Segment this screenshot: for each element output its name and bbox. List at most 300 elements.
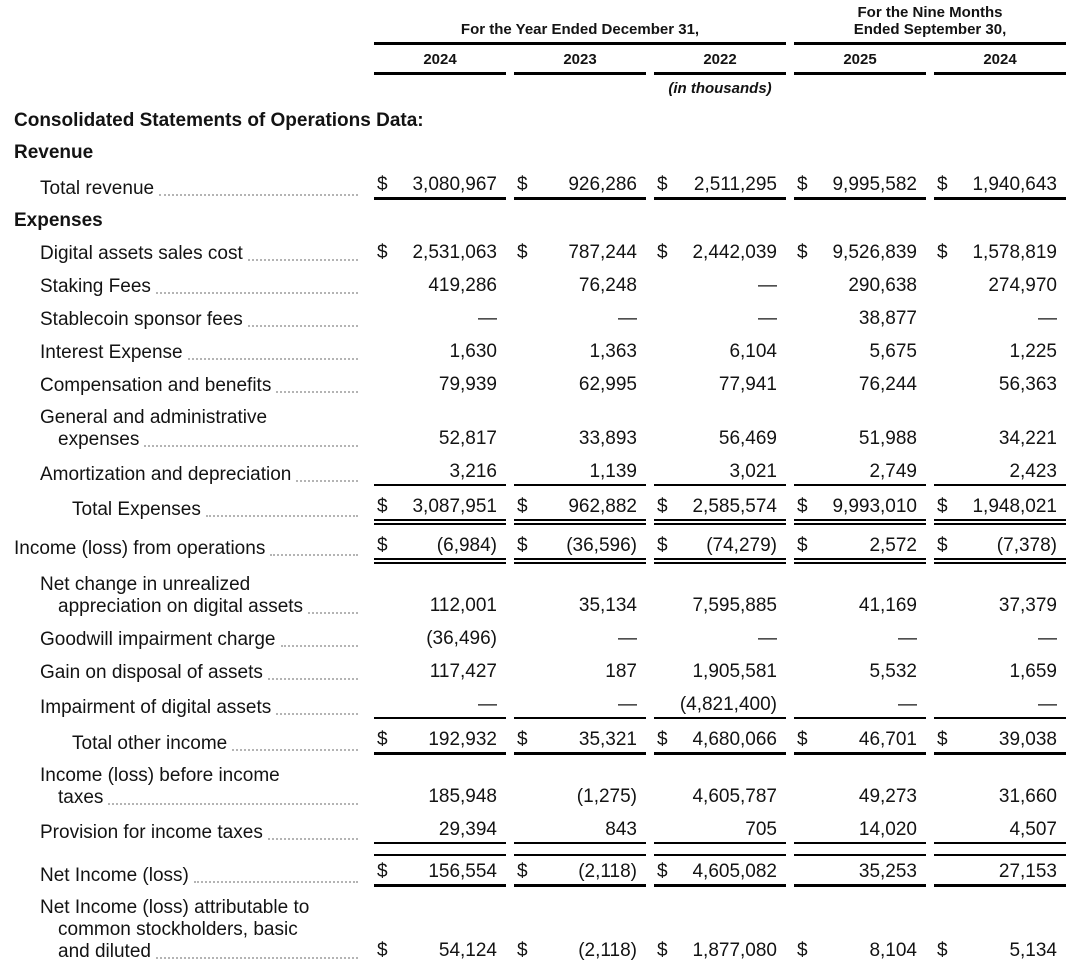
row-label <box>14 178 366 200</box>
value: 112,001 <box>429 595 497 616</box>
value: 56,363 <box>998 374 1057 395</box>
label-text: Stablecoin sponsor fees <box>40 309 243 330</box>
table-row <box>14 574 1066 618</box>
row-label <box>14 574 366 618</box>
label-text: Digital assets sales cost <box>40 243 243 264</box>
value-cell <box>374 308 506 331</box>
value-cell <box>514 341 646 364</box>
label-text: Total revenue <box>40 178 155 199</box>
column-group-header-row <box>14 4 1066 45</box>
value-cell <box>514 428 646 451</box>
value: 52,817 <box>438 428 497 449</box>
value: (74,279) <box>706 535 777 556</box>
value: 926,286 <box>568 174 637 195</box>
table-row <box>14 661 1066 684</box>
label-line <box>14 142 1062 164</box>
value-cell <box>374 694 506 719</box>
value: 35,134 <box>578 595 637 616</box>
value-cell <box>514 461 646 486</box>
column-header-9m-2025: 2025 <box>794 51 926 75</box>
label-text: Total Expenses <box>72 499 201 520</box>
row-label <box>14 276 366 298</box>
label-line <box>40 407 362 429</box>
label-line <box>40 765 362 787</box>
value-cell <box>374 275 506 298</box>
value: (2,118) <box>578 940 637 961</box>
value: — <box>1038 628 1057 649</box>
row-label <box>14 897 366 963</box>
value: 843 <box>605 819 637 840</box>
dollar-sign: $ <box>937 729 948 750</box>
label-line <box>40 574 362 596</box>
value: — <box>758 308 777 329</box>
value-cell <box>514 854 646 887</box>
dollar-sign: $ <box>937 496 948 517</box>
value-cell <box>654 661 786 684</box>
value-cell <box>654 308 786 331</box>
value-cell <box>654 729 786 755</box>
dollar-sign: $ <box>517 729 528 750</box>
value: 31,660 <box>998 786 1057 807</box>
value-cell <box>934 940 1066 963</box>
value: (7,378) <box>996 535 1057 556</box>
label-text: Goodwill impairment charge <box>40 629 276 650</box>
table-row <box>14 496 1066 521</box>
year-header-row <box>14 51 1066 75</box>
value: 787,244 <box>568 242 637 263</box>
value: (6,984) <box>436 535 497 556</box>
label-line <box>40 276 362 298</box>
value: 7,595,885 <box>692 595 777 616</box>
table-row <box>14 729 1066 755</box>
value: 49,273 <box>858 786 917 807</box>
value-cell <box>934 819 1066 844</box>
row-label <box>14 733 366 755</box>
value: (1,275) <box>576 786 637 807</box>
units-blank-3 <box>794 80 926 97</box>
value-cell <box>654 461 786 486</box>
value-cell <box>654 595 786 618</box>
dot-leader <box>232 749 358 751</box>
value: 76,244 <box>858 374 917 395</box>
value-cell <box>374 940 506 963</box>
label-text: Net change in unrealized <box>40 574 251 595</box>
value: 962,882 <box>568 496 637 517</box>
units-blank-1 <box>374 80 506 97</box>
label-text: Staking Fees <box>40 276 151 297</box>
column-group-year-ended <box>374 21 786 45</box>
value: 14,020 <box>858 819 917 840</box>
value-cell <box>934 374 1066 397</box>
value: 38,877 <box>858 308 917 329</box>
column-header-fy-2024: 2024 <box>374 51 506 75</box>
dollar-sign: $ <box>517 174 528 195</box>
dot-leader <box>144 445 358 447</box>
value-cell <box>374 661 506 684</box>
value: 5,532 <box>869 661 917 682</box>
table-body <box>14 110 1066 963</box>
value: — <box>618 628 637 649</box>
value: 1,905,581 <box>692 661 777 682</box>
value: 274,970 <box>988 275 1057 296</box>
value: 41,169 <box>858 595 917 616</box>
value: 56,469 <box>718 428 777 449</box>
value-cell <box>794 341 926 364</box>
value-cell <box>514 595 646 618</box>
value-cell <box>794 428 926 451</box>
dollar-sign: $ <box>657 729 668 750</box>
value-cell <box>374 496 506 521</box>
value: 1,578,819 <box>972 242 1057 263</box>
row-label <box>14 697 366 719</box>
dollar-sign: $ <box>797 940 808 961</box>
label-line <box>40 822 362 844</box>
dollar-sign: $ <box>377 940 388 961</box>
value: 1,225 <box>1009 341 1057 362</box>
label-text: Impairment of digital assets <box>40 697 272 718</box>
value-cell <box>374 786 506 809</box>
value: 4,680,066 <box>692 729 777 750</box>
dollar-sign: $ <box>937 940 948 961</box>
dot-leader <box>156 292 358 294</box>
value-cell <box>514 242 646 265</box>
row-label <box>14 629 366 651</box>
value-cell <box>374 819 506 844</box>
dot-leader <box>206 515 358 517</box>
value-cell <box>654 786 786 809</box>
value: 37,379 <box>998 595 1057 616</box>
value-cell <box>934 308 1066 331</box>
dollar-sign: $ <box>657 496 668 517</box>
dollar-sign: $ <box>517 940 528 961</box>
label-text: Income (loss) from operations <box>14 538 266 559</box>
value-cell <box>934 275 1066 298</box>
label-text: Expenses <box>14 210 103 231</box>
column-header-9m-2024: 2024 <box>934 51 1066 75</box>
label-line <box>40 429 362 451</box>
value: 34,221 <box>998 428 1057 449</box>
dollar-sign: $ <box>377 729 388 750</box>
value: 1,363 <box>589 341 637 362</box>
dot-leader <box>194 881 358 883</box>
dot-leader <box>188 358 358 360</box>
value-cell <box>934 595 1066 618</box>
label-line <box>72 499 362 521</box>
table-row <box>14 275 1066 298</box>
value-cell <box>654 819 786 844</box>
value: (36,496) <box>426 628 497 649</box>
dot-leader <box>268 838 358 840</box>
value-cell <box>374 374 506 397</box>
table-row <box>14 694 1066 719</box>
dollar-sign: $ <box>517 496 528 517</box>
units-note: (in thousands) <box>668 80 772 97</box>
value-cell <box>654 428 786 451</box>
value: — <box>478 694 497 715</box>
value: — <box>758 275 777 296</box>
dollar-sign: $ <box>797 242 808 263</box>
value: — <box>618 308 637 329</box>
table-row <box>14 854 1066 887</box>
value: 2,749 <box>869 461 917 482</box>
value-cell <box>514 535 646 560</box>
dollar-sign: $ <box>657 242 668 263</box>
label-line <box>40 941 362 963</box>
value-cell <box>514 496 646 521</box>
value: 419,286 <box>428 275 497 296</box>
value-cell <box>794 819 926 844</box>
section-heading-row <box>14 110 1066 132</box>
label-text: taxes <box>58 787 104 808</box>
row-label <box>14 765 366 809</box>
dot-leader <box>308 612 358 614</box>
label-text: Gain on disposal of assets <box>40 662 263 683</box>
value: (2,118) <box>578 861 637 882</box>
dollar-sign: $ <box>797 174 808 195</box>
row-label <box>14 375 366 397</box>
value-cell <box>934 535 1066 560</box>
table-row <box>14 628 1066 651</box>
value-cell <box>794 374 926 397</box>
value: 290,638 <box>848 275 917 296</box>
row-label <box>14 309 366 331</box>
label-line <box>40 309 362 331</box>
year-header-spacer <box>14 51 366 75</box>
value: — <box>1038 694 1057 715</box>
value: — <box>758 628 777 649</box>
row-label <box>14 865 366 887</box>
dot-leader <box>248 259 358 261</box>
dollar-sign: $ <box>797 729 808 750</box>
label-text: Net Income (loss) attributable to <box>40 897 310 918</box>
value: 2,442,039 <box>692 242 777 263</box>
dollar-sign: $ <box>657 174 668 195</box>
value: 5,134 <box>1009 940 1057 961</box>
value-cell <box>654 374 786 397</box>
label-line <box>72 733 362 755</box>
value: 185,948 <box>428 786 497 807</box>
dollar-sign: $ <box>797 496 808 517</box>
dollar-sign: $ <box>657 535 668 556</box>
table-row <box>14 374 1066 397</box>
value-cell <box>794 661 926 684</box>
label-text: Revenue <box>14 142 94 163</box>
value: 62,995 <box>578 374 637 395</box>
units-blank-4 <box>934 80 1066 97</box>
table-row <box>14 308 1066 331</box>
label-line <box>40 787 362 809</box>
label-line <box>40 662 362 684</box>
dollar-sign: $ <box>937 242 948 263</box>
value-cell <box>654 496 786 521</box>
value: — <box>898 694 917 715</box>
value: 4,605,787 <box>692 786 777 807</box>
value-cell <box>514 374 646 397</box>
value-cell <box>514 275 646 298</box>
value: 79,939 <box>438 374 497 395</box>
value: 77,941 <box>718 374 777 395</box>
label-line <box>40 464 362 486</box>
value-cell <box>514 819 646 844</box>
label-text: Amortization and depreciation <box>40 464 292 485</box>
label-line <box>40 697 362 719</box>
value-cell <box>374 428 506 451</box>
value-cell <box>934 461 1066 486</box>
row-label <box>14 662 366 684</box>
dot-leader <box>276 391 358 393</box>
dollar-sign: $ <box>517 242 528 263</box>
value: 54,124 <box>438 940 497 961</box>
value-cell <box>934 341 1066 364</box>
dollar-sign: $ <box>517 861 528 882</box>
value: 2,531,063 <box>412 242 497 263</box>
label-text: appreciation on digital assets <box>58 596 304 617</box>
row-label <box>14 822 366 844</box>
value-cell <box>654 341 786 364</box>
value: — <box>898 628 917 649</box>
value-cell <box>514 729 646 755</box>
label-line <box>40 596 362 618</box>
row-label <box>14 538 366 560</box>
value-cell <box>794 694 926 719</box>
column-header-fy-2022: 2022 <box>654 51 786 75</box>
units-spacer <box>14 80 366 97</box>
value: 187 <box>605 661 637 682</box>
value-cell <box>374 242 506 265</box>
dot-leader <box>296 480 358 482</box>
value: 192,932 <box>428 729 497 750</box>
dot-leader <box>248 325 358 327</box>
value-cell <box>514 174 646 200</box>
dot-leader <box>268 678 358 680</box>
dot-leader <box>108 803 358 805</box>
table-row <box>14 765 1066 809</box>
label-line <box>40 342 362 364</box>
value: 4,605,082 <box>692 861 777 882</box>
label-line <box>14 538 362 560</box>
value: 156,554 <box>428 861 497 882</box>
value: — <box>618 694 637 715</box>
value-cell <box>514 661 646 684</box>
value-cell <box>654 174 786 200</box>
value: 3,021 <box>729 461 777 482</box>
row-label <box>14 210 1066 232</box>
row-label <box>14 464 366 486</box>
row-label <box>14 142 1066 164</box>
label-text: Income (loss) before income <box>40 765 280 786</box>
value-cell <box>794 940 926 963</box>
dollar-sign: $ <box>377 861 388 882</box>
value-cell <box>934 628 1066 651</box>
value: 1,630 <box>449 341 497 362</box>
value: 705 <box>745 819 777 840</box>
value-cell <box>654 854 786 887</box>
value: 1,940,643 <box>972 174 1057 195</box>
value-cell <box>794 628 926 651</box>
value: 35,253 <box>858 861 917 882</box>
value-cell <box>374 729 506 755</box>
dot-leader <box>281 645 359 647</box>
value-cell <box>514 940 646 963</box>
value-cell <box>934 242 1066 265</box>
value: 9,526,839 <box>832 242 917 263</box>
value-cell <box>934 428 1066 451</box>
value: 1,659 <box>1009 661 1057 682</box>
value: 51,988 <box>858 428 917 449</box>
dot-leader <box>270 554 358 556</box>
dot-leader <box>159 194 358 196</box>
table-row <box>14 407 1066 451</box>
value-cell <box>934 729 1066 755</box>
value: 1,877,080 <box>692 940 777 961</box>
value-cell <box>654 275 786 298</box>
value: 2,585,574 <box>692 496 777 517</box>
column-group-nine-months <box>794 4 1066 45</box>
value: 76,248 <box>578 275 637 296</box>
label-text: expenses <box>58 429 140 450</box>
dollar-sign: $ <box>377 242 388 263</box>
value-cell <box>794 174 926 200</box>
value-cell <box>654 242 786 265</box>
value: 1,139 <box>589 461 637 482</box>
table-row <box>14 242 1066 265</box>
label-text: Net Income (loss) <box>40 865 189 886</box>
value-cell <box>794 461 926 486</box>
value-cell <box>374 174 506 200</box>
value: (4,821,400) <box>679 694 777 715</box>
row-label <box>14 342 366 364</box>
label-line <box>40 629 362 651</box>
value-cell <box>374 535 506 560</box>
value-cell <box>794 595 926 618</box>
label-text: Total other income <box>72 733 228 754</box>
value-cell <box>794 242 926 265</box>
value: — <box>1038 308 1057 329</box>
value: 117,427 <box>429 661 497 682</box>
row-label <box>14 407 366 451</box>
dot-leader <box>156 957 358 959</box>
value: 2,511,295 <box>693 174 777 195</box>
value: 1,948,021 <box>972 496 1057 517</box>
value: 8,104 <box>869 940 917 961</box>
value: 3,216 <box>449 461 497 482</box>
value-cell <box>794 308 926 331</box>
value-cell <box>374 854 506 887</box>
dot-leader <box>276 713 358 715</box>
value: (36,596) <box>566 535 637 556</box>
value-cell <box>514 786 646 809</box>
value-cell <box>794 729 926 755</box>
value-cell <box>374 628 506 651</box>
label-line <box>14 110 1062 132</box>
row-label <box>14 499 366 521</box>
label-text: Consolidated Statements of Operations Data: <box>14 110 424 131</box>
dollar-sign: $ <box>797 535 808 556</box>
value-cell <box>514 694 646 719</box>
section-heading-row <box>14 142 1066 164</box>
dollar-sign: $ <box>937 535 948 556</box>
table-row <box>14 341 1066 364</box>
table-row <box>14 897 1066 963</box>
value: 3,080,967 <box>412 174 497 195</box>
label-line <box>40 897 362 919</box>
dollar-sign: $ <box>517 535 528 556</box>
value: 9,995,582 <box>832 174 917 195</box>
value-cell <box>934 496 1066 521</box>
label-line <box>40 919 362 941</box>
value-cell <box>794 535 926 560</box>
dollar-sign: $ <box>377 535 388 556</box>
